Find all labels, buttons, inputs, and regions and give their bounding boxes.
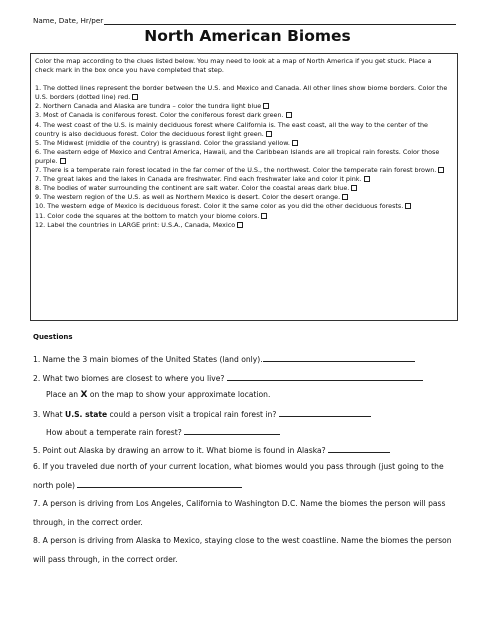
page-title: North American Biomes (144, 27, 351, 45)
instruction-item: 4. The west coast of the U.S. is mainly deciduous forest where California is. The east coast, all the way to the center of the country is also deciduous forest. Color the deciduous forest light green. (35, 120, 428, 138)
question-1: 1. Name the 3 main biomes of the United States (land only). (33, 353, 415, 365)
instruction-item: 12. Label the countries in LARGE print: U.S.A., Canada, Mexico (35, 221, 452, 230)
name-date-line (33, 16, 456, 25)
checkbox[interactable] (60, 158, 66, 164)
instruction-item: 6. The eastern edge of Mexico and Central America, Hawaii, and the Caribbean Islands are all tropical rain forests. Color those purple. (35, 147, 440, 165)
instructions-intro: Color the map according to the clues listed below. You may need to look at a map of North America if you get stuck. Place a check mark in the box once you have completed that step. (35, 57, 432, 75)
instruction-item: 7. The great lakes and the lakes in Canada are freshwater. Find each freshwater lake and color it pink. (35, 175, 452, 184)
checkbox[interactable] (263, 103, 269, 109)
name-date-label: Name, Date, Hr/per (33, 16, 104, 25)
questions-heading: Questions (33, 333, 73, 341)
answer-blank[interactable] (77, 479, 242, 488)
question-3: 3. What U.S. state could a person visit a tropical rain forest in? (33, 408, 371, 420)
instruction-item: 3. Most of Canada is coniferous forest. Color the coniferous forest dark green. (35, 111, 452, 120)
instruction-item: 7. There is a temperate rain forest located in the far corner of the U.S., the northwest. Color the temperate rain forest brown. (35, 166, 452, 175)
checkbox[interactable] (364, 176, 370, 182)
checkbox[interactable] (237, 222, 243, 228)
question-2: 2. What two biomes are closest to where you live? (33, 372, 423, 384)
answer-blank[interactable] (184, 426, 280, 435)
instruction-item: 8. The bodies of water surrounding the continent are salt water. Color the coastal areas dark blue. (35, 184, 452, 193)
answer-blank[interactable] (263, 353, 415, 362)
question-3-sub: How about a temperate rain forest? (46, 426, 280, 438)
checkbox[interactable] (292, 140, 298, 146)
instruction-item: 9. The western region of the U.S. as well as Northern Mexico is desert. Color the desert orange. (35, 193, 452, 202)
question-8: 8. A person is driving from Alaska to Mexico, staying close to the west coastline. Name the biomes the person will pass through, in the correct order. (33, 536, 452, 564)
instruction-item: 1. The dotted lines represent the border between the U.S. and Mexico and Canada. All other lines show biome borders. Color the U.S. borders (dotted line) red. (35, 84, 448, 102)
question-6: 6. If you traveled due north of your current location, what biomes would you pass through (just going to the north pole) (33, 462, 444, 490)
checkbox[interactable] (351, 185, 357, 191)
question-7: 7. A person is driving from Los Angeles, California to Washington D.C. Name the biomes the person will pass through, in the correct order. (33, 499, 446, 527)
instruction-item: 11. Color code the squares at the bottom to match your biome colors. (35, 212, 452, 221)
answer-blank[interactable] (328, 444, 390, 453)
instruction-item: 2. Northern Canada and Alaska are tundra – color the tundra light blue (35, 102, 452, 111)
checkbox[interactable] (266, 131, 272, 137)
instruction-item: 5. The Midwest (middle of the country) is grassland. Color the grassland yellow. (35, 139, 452, 148)
checkbox[interactable] (438, 167, 444, 173)
question-5: 5. Point out Alaska by drawing an arrow to it. What biome is found in Alaska? (33, 444, 390, 456)
question-2-note: Place an X on the map to show your approximate location. (46, 390, 271, 400)
checkbox[interactable] (132, 94, 138, 100)
instructions-box (30, 53, 458, 321)
answer-blank[interactable] (227, 372, 423, 381)
checkbox[interactable] (405, 203, 411, 209)
name-date-blank[interactable] (104, 24, 456, 25)
checkbox[interactable] (342, 194, 348, 200)
checkbox[interactable] (261, 213, 267, 219)
checkbox[interactable] (286, 112, 292, 118)
instruction-item: 10. The western edge of Mexico is deciduous forest. Color it the same color as you did the other deciduous forests. (35, 202, 452, 211)
answer-blank[interactable] (279, 408, 371, 417)
